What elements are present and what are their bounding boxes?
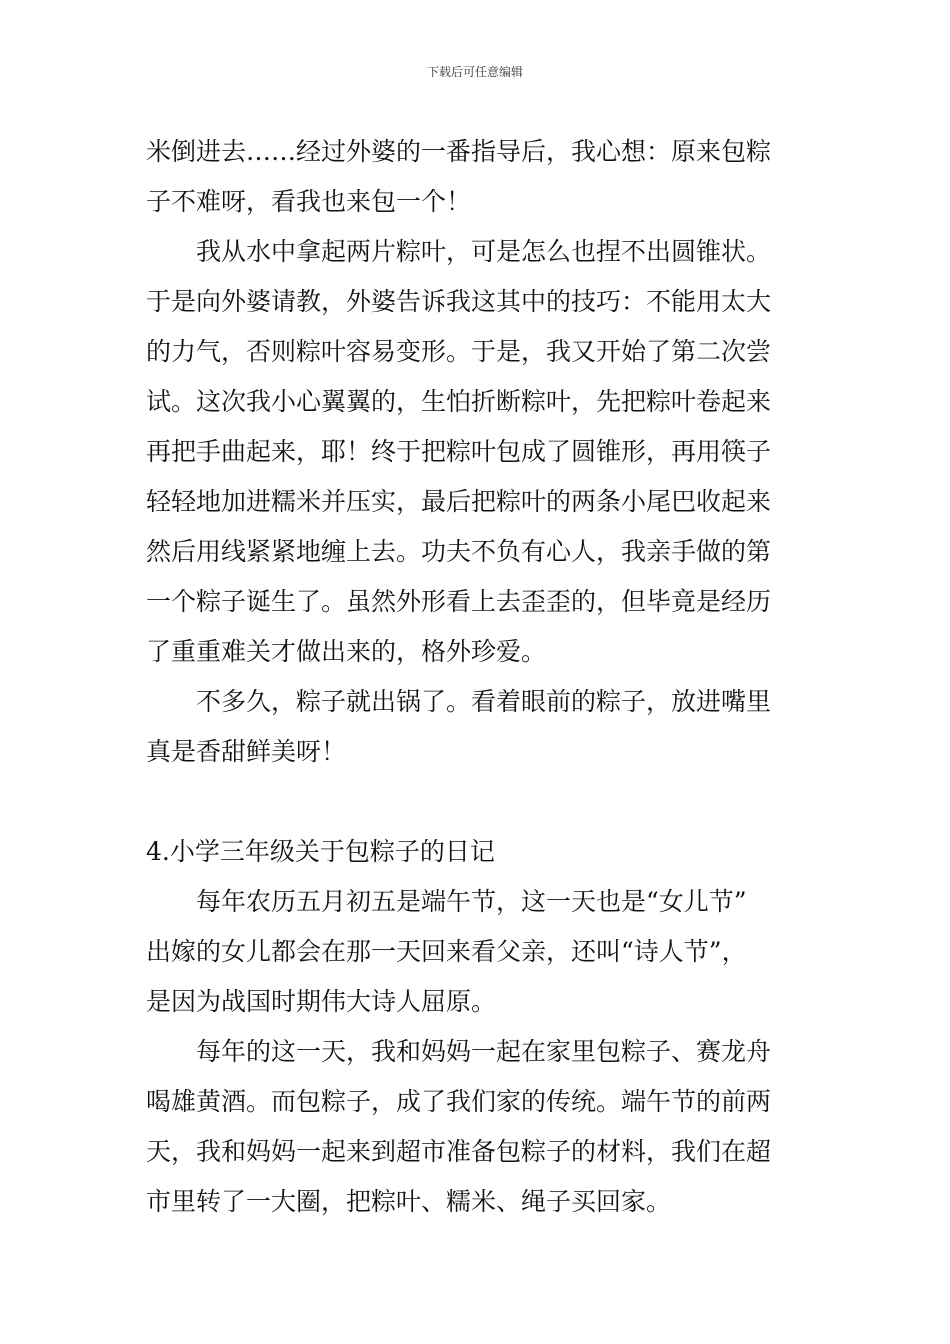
- text-line: 试。这次我小心翼翼的，生怕折断粽叶，先把粽叶卷起来: [146, 387, 772, 416]
- section-heading: 4.小学三年级关于包粽子的日记: [146, 837, 495, 866]
- text-line: 我从水中拿起两片粽叶，可是怎么也捏不出圆锥状。: [196, 237, 772, 266]
- blank-line: [146, 777, 810, 827]
- text-line: 喝雄黄酒。而包粽子，成了我们家的传统。端午节的前两: [146, 1087, 772, 1116]
- text-line: 再把手曲起来，耶！终于把粽叶包成了圆锥形，再用筷子: [146, 437, 772, 466]
- paragraph-4: [146, 877, 810, 1027]
- text-line: 不多久，粽子就出锅了。看着眼前的粽子，放进嘴里: [196, 687, 772, 716]
- text-line: 每年的这一天，我和妈妈一起在家里包粽子、赛龙舟: [196, 1037, 772, 1066]
- text-line: 真是香甜鲜美呀！: [146, 737, 347, 766]
- text-line: 市里转了一大圈，把粽叶、糯米、绳子买回家。: [146, 1187, 672, 1216]
- paragraph-2: [146, 227, 810, 677]
- text-line: 然后用线紧紧地缠上去。功夫不负有心人，我亲手做的第: [146, 537, 772, 566]
- paragraph-5: [146, 1027, 810, 1227]
- text-line: 米倒进去……经过外婆的一番指导后，我心想：原来包粽: [146, 137, 772, 166]
- text-line: 天，我和妈妈一起来到超市准备包粽子的材料，我们在超: [146, 1137, 772, 1166]
- text-line: 出嫁的女儿都会在那一天回来看父亲，还叫“诗人节”，: [146, 937, 747, 966]
- text-line: 每年农历五月初五是端午节，这一天也是“女儿节”: [196, 887, 747, 916]
- text-line: 子不难呀，看我也来包一个！: [146, 187, 472, 216]
- text-line: 一个粽子诞生了。虽然外形看上去歪歪的，但毕竟是经历: [146, 587, 772, 616]
- page-header: 下载后可任意编辑: [426, 65, 523, 79]
- text-line: 的力气，否则粽叶容易变形。于是，我又开始了第二次尝: [146, 337, 772, 366]
- text-line: 轻轻地加进糯米并压实，最后把粽叶的两条小尾巴收起来: [146, 487, 772, 516]
- text-line: 于是向外婆请教，外婆告诉我这其中的技巧：不能用太大: [146, 287, 772, 316]
- paragraph-1: [146, 127, 810, 227]
- text-line: 是因为战国时期伟大诗人屈原。: [146, 987, 497, 1016]
- text-line: 了重重难关才做出来的，格外珍爱。: [146, 637, 547, 666]
- document-body: [146, 127, 810, 1227]
- paragraph-3: [146, 677, 810, 777]
